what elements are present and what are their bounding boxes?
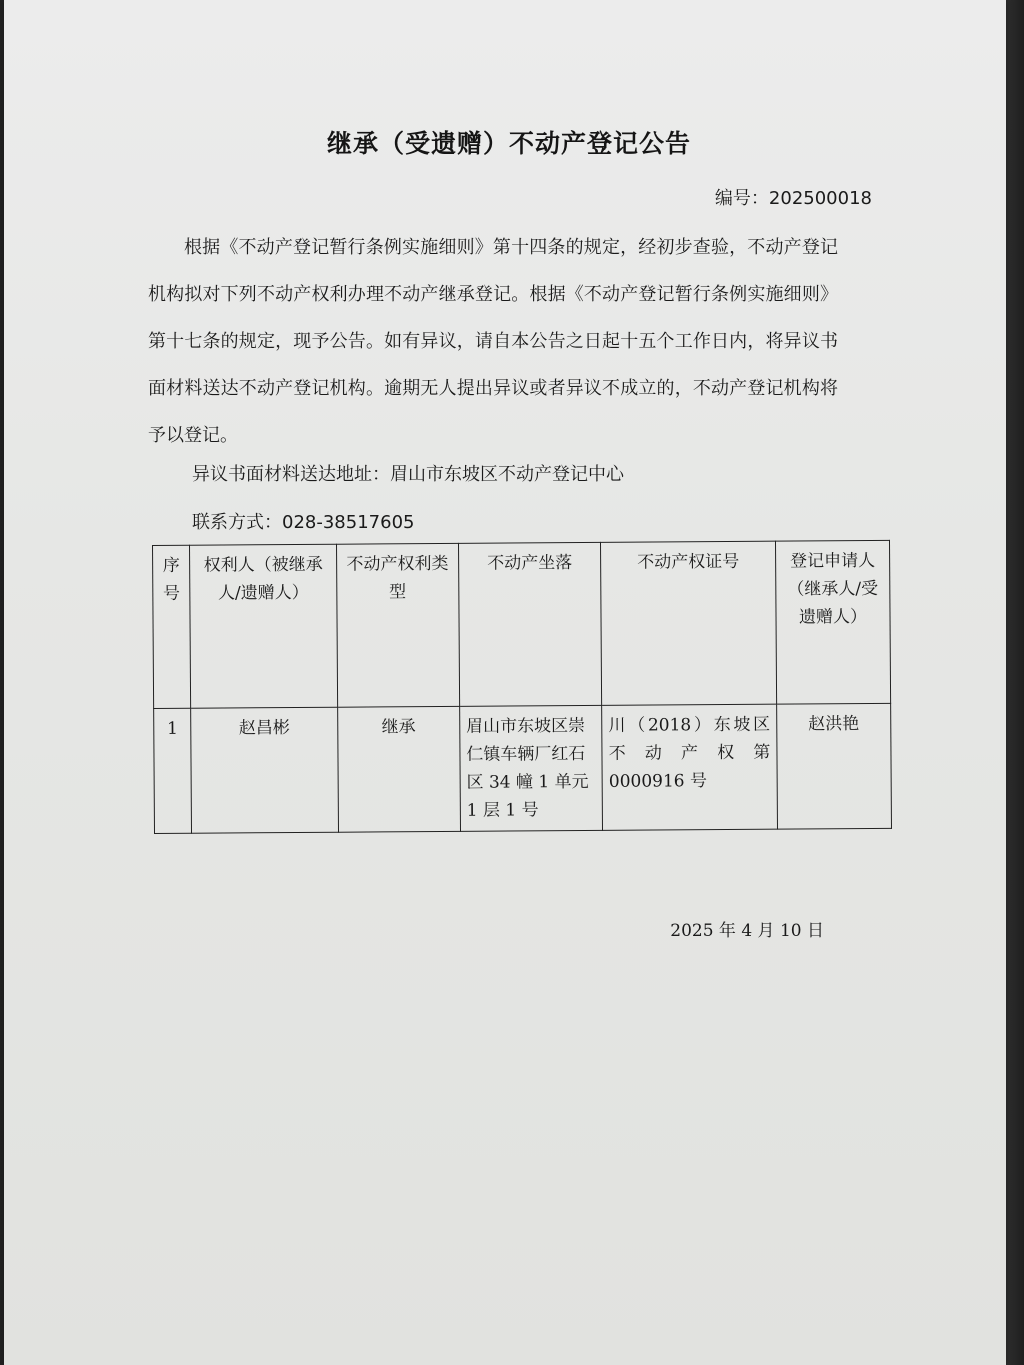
header-owner: 权利人（被继承人/遗赠人）: [190, 544, 338, 708]
document-title: 继承（受遗赠）不动产登记公告: [326, 129, 691, 158]
header-applicant: 登记申请人（继承人/受遗赠人）: [775, 540, 890, 704]
notice-paper: [4, 0, 1006, 1365]
cell-right-type: 继承: [337, 706, 460, 832]
table-row: [154, 703, 892, 833]
objection-address: 异议书面材料送达地址：眉山市东坡区不动产登记中心: [192, 464, 624, 485]
header-certificate: 不动产权证号: [601, 541, 777, 705]
cell-owner: 赵昌彬: [191, 707, 338, 833]
header-right-type: 不动产权利类型: [336, 543, 459, 707]
contact-info: 联系方式：028-38517605: [192, 512, 415, 533]
property-table: [152, 540, 892, 834]
cell-certificate: 川（2018）东坡区不动产权第 0000916 号: [602, 704, 778, 830]
notice-body: 根据《不动产登记暂行条例实施细则》第十四条的规定，经初步查验，不动产登记机构拟对下列不动产权利办理不动产继承登记。根据《不动产登记暂行条例实施细则》第十七条的规定，现予公告。如有异议，请自本公告之日起十五个工作日内，将异议书面材料送达不动产登记机构。逾期无人提出异议或者异议不成立的，不动产登记机构将予以登记。: [148, 237, 838, 446]
table-header-row: [153, 540, 891, 708]
header-location: 不动产坐落: [458, 542, 601, 706]
document-number: 编号：202500018: [714, 188, 872, 209]
cell-seq: 1: [154, 708, 192, 833]
notice-date: 2025 年 4 月 10 日: [670, 921, 824, 941]
cell-location: 眉山市东坡区崇仁镇车辆厂红石区 34 幢 1 单元 1 层 1 号: [460, 705, 603, 831]
cell-applicant: 赵洪艳: [777, 703, 892, 829]
header-seq: 序号: [153, 545, 191, 708]
